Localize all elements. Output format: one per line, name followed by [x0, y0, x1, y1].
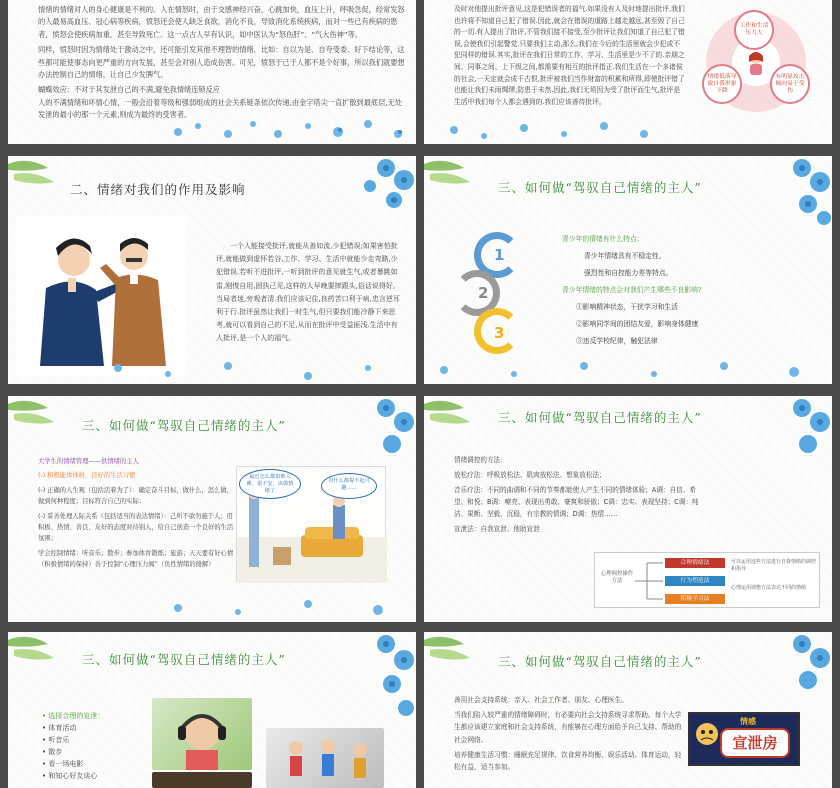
slide-3[interactable] — [8, 156, 416, 384]
list-item: • 看一场电影 — [42, 760, 84, 768]
blue-flower-decoration — [424, 352, 832, 384]
list-item-text: 散步 — [48, 748, 63, 756]
slide-6-title: 三、如何做“驾驭自己情绪的主人” — [498, 410, 702, 425]
slide-6-line-4: 宣泄法：自我宣泄、他助宣泄 — [454, 525, 540, 533]
slide-4[interactable] — [424, 156, 832, 384]
slide-1-para-1: 情绪的情绪对人的身心健康是不利的。人在情怒时，由于交感神经兴奋，心跳加快，血压上升，呼吸急促，经常发怒的人最易高血压、冠心病等疾病，愤怒还会使人缺乏食欲，消化不良，导致消化系统疾病，而对一些已有疾病的患者，愤怒会使疾病加重，甚至导致死亡。这一点古人早有认识，如中医认为“怒伤肝”、“气大伤神”等。 — [38, 5, 405, 39]
slide-4-title: 三、如何做“驾驭自己情绪的主人” — [498, 180, 702, 195]
list-item-text: 听音乐 — [48, 736, 70, 744]
blue-flower-cluster — [762, 632, 832, 702]
list-item: • 听音乐 — [42, 736, 70, 744]
blue-flower-cluster — [762, 156, 832, 232]
list-item-text: 和知心好友谈心 — [48, 772, 98, 780]
exercise-group-image — [266, 728, 384, 788]
diagram-right-label-2: 心理运用调整方法表达不同的情绪 — [731, 585, 807, 591]
exercise-photo — [266, 728, 384, 788]
sign-big-text: 宣泄房 — [720, 728, 790, 758]
slide-7[interactable] — [8, 632, 416, 788]
blue-flower-cluster — [346, 156, 416, 218]
question-1: 青少年的情绪有什么特点： — [562, 235, 644, 243]
slide-7-list — [42, 710, 152, 782]
leaf-decoration-top-left — [424, 156, 482, 196]
slide-5-line-3: (-) 正确的人生观（包括活着为了）：确定奋斗目标，做什么，怎么做，做到何种程度；目标符合自己的实际： — [38, 486, 233, 506]
slide-5-title: 三、如何做“驾驭自己情绪的主人” — [82, 418, 286, 433]
diagram-box-3: 积极学习法 — [665, 594, 725, 604]
headphones-photo — [152, 698, 252, 770]
diagram-right-label: 可以运用这些方法进行自我情绪的调控和指导 — [731, 559, 817, 572]
second-photo — [152, 772, 252, 788]
venn-diagram — [694, 6, 818, 116]
slide-1-body — [38, 4, 406, 122]
diagram-left-label: 心理调控操作方法 — [600, 571, 634, 584]
speech-bubble-2: 对什么都提不起兴趣…… — [321, 473, 377, 499]
slide-8-line-1: 善用社会支持系统：亲人、社会工作者、朋友、心理医生。 — [454, 696, 628, 704]
slide-1-para-3: 蝴蝶效应：不对于其发泄自己的不满,避免我情绪连锁反应 — [38, 85, 220, 95]
slide-3-title: 二、情绪对我们的作用及影响 — [70, 182, 246, 197]
slide-6[interactable] — [424, 396, 832, 622]
slide-6-body — [454, 454, 704, 535]
slide-8[interactable] — [424, 632, 832, 788]
slide-6-line-3: 音乐疗法：不同的曲调和不同的节奏都能使人产生不同的情绪体验；A调：自信、希望、和悦；B调：嘹亮、表现出勇敢、豪爽和骄傲；C调：忠实、表现坚持；C调：纯洁、果断、坚毅、沉稳，有宗教的情调；D调：热情…… — [454, 486, 699, 518]
criticism-illustration — [16, 216, 186, 376]
blue-flower-cluster — [346, 632, 416, 722]
venting-room-sign — [688, 712, 800, 766]
list-heading-text: 选择合理的宣泄： — [48, 712, 105, 720]
list-item-text: 看一场电影 — [48, 760, 84, 768]
slide-8-line-3: 培养健康生活习惯：睡眠充足规律、饮食营养均衡、娱乐活动、体育运动，轻松有益，适当参加。 — [454, 750, 682, 772]
slide-5-line-2: (-) 积极能体体格，良好的生活习惯 — [38, 472, 136, 480]
cartoon-face-icon — [692, 716, 722, 766]
slide-1-para-4: 人的不满情绪和坏情心情，一般会沿着等级和强弱组成的社会关系链条依次传递,由金字塔尖一直扩散到最底层,无处发泄的最小的那一个元素,则成为最终的受害者。 — [38, 97, 402, 120]
slide-5-line-5: 学会控制情绪：听音乐；散步；参加体育锻炼；旅游；天天要有好心情（积极情绪的保持）善于控制“心理压力阀”（负性情绪的排解） — [38, 549, 234, 569]
diagram-box-2: 行为塑造法 — [665, 576, 725, 586]
slide-2-body: 及时对他提出批评意见,这是犯错误者的福气.如果没有人及时地提出批评,我们也许将不知道自己犯了错误.因此,就会在错误的道路上越走越远,甚至毁了自己的一切.有人提出了批评,不管我们接不接受,至少批评让我们知道了自己犯了错误,会使我们引起警觉.只要我们主动,那么,我们在今后的生活里就会少犯或不犯同样的错误.其实,批评在我们日常的工作、学习、生活里是少不了的.亲朋之间、同事之间、上下级之间,都需要有相互的批评指正.我们生活在一个多诸侯的社会,一天定就会成千古恨,批评被我们当作财富的积累和所得,即使批评错了也能让我们未雨绸缪,防患于未然.因此,我们无须因为受了批评而生气,批评是生活中我们每个人都会遇到的.我们应该善待批评。 — [454, 5, 685, 106]
answer-2: 强烈性和自控能力差等特点。 — [584, 269, 673, 277]
list-item-text: 体育活动 — [48, 724, 77, 732]
slide-7-title: 三、如何做“驾驭自己情绪的主人” — [82, 652, 286, 667]
blue-flower-decoration — [158, 112, 416, 144]
answer-1: 青少年情绪具有不稳定性、 — [584, 252, 666, 260]
step-number-3: 3 — [494, 324, 505, 342]
blue-flower-cluster — [762, 396, 832, 466]
venn-top-circle: 工作和生活压力大 — [734, 10, 774, 50]
leaf-decoration-top-left — [8, 156, 66, 196]
method-diagram — [594, 552, 820, 608]
effect-2: ②影响同学间的团结友爱，影响身体健康 — [576, 320, 699, 328]
list-item: • 散步 — [42, 748, 63, 756]
slide-5-line-4: (-) 妥善处理人际关系（包括适当的表达情绪）：己所不欲勿施于人；用积极、热情、善良、友好的态度对待别人，给自己创造一个良好的生活氛围； — [38, 512, 234, 543]
step-number-1: 1 — [494, 246, 505, 264]
girl-figure-icon — [745, 50, 767, 76]
blue-flower-decoration — [108, 354, 408, 384]
slide-3-body: 一个人能接受批评,就能从善如流,少犯错误;如果害怕批评,就能做到虚怀若谷,工作、学习、生活中就能少走弯路,少犯错误.若听不进批评,一听到批评的意见就生气,或者暴跳如雷,刚愎自用,固执己见,这样的人早晚要摔跟头,俗话说得好,当局者迷,旁观者清.我们应该记住,良药苦口利于病,忠言逆耳利于行.批评虽然让我们一时生气,但只要我们能冷静下来思考,就可以看到自己的不足,从而在批评中受益匪浅.生活中有人批评,是一个人的福气。 — [216, 242, 400, 343]
list-heading: • 选择合理的宣泄： — [42, 712, 105, 720]
blue-flower-decoration — [158, 590, 416, 622]
list-item: • 体育活动 — [42, 724, 77, 732]
list-item: • 和知心好友谈心 — [42, 772, 98, 780]
blue-flower-cluster — [346, 396, 416, 466]
slide-5-body — [38, 456, 238, 571]
slide-8-line-2: 当我们陷入较严重的情绪障碍时，有必要向社会支持系统寻求帮助。每个大学生都应该建立家庭和社会支持系统，有能够在心理方面给予自己支持、帮助的社会网络。 — [454, 711, 682, 744]
leaf-decoration-top-left — [8, 632, 66, 672]
headphones-person-image — [152, 698, 252, 770]
slide-5[interactable] — [8, 396, 416, 622]
room-illustration — [236, 466, 386, 582]
blue-flower-decoration — [424, 112, 684, 144]
sign-small-text: 情感 — [740, 717, 756, 726]
leaf-decoration-top-left — [424, 396, 482, 436]
slide-2[interactable] — [424, 0, 832, 144]
slide-6-line-1: 情绪调控的方法： — [454, 456, 507, 464]
venn-left-circle: 情绪低落导致自我形象下降 — [702, 64, 742, 104]
leaf-decoration-top-left — [8, 396, 66, 436]
slide-8-title: 三、如何做“驾驭自己情绪的主人” — [498, 654, 702, 669]
leaf-decoration-top-left — [424, 632, 482, 672]
diagram-box-1: 合理情绪法 — [665, 558, 725, 568]
diagram-connectors — [635, 553, 665, 609]
venn-right-circle: 有明显攻击倾向易于受伤 — [770, 64, 810, 104]
slide-6-line-2: 放松疗法：呼吸放松法、肌肉放松法、想象放松法； — [454, 471, 606, 479]
slide-8-body — [454, 694, 686, 773]
slide-5-line-1: 大学生的情绪管理——供情绪的主人 — [38, 458, 139, 465]
effect-1: ①影响精神状态，干扰学习和生活 — [576, 303, 678, 311]
speech-bubble-1: 最近怎么都很难入睡，很不安，该做情绪了 — [239, 469, 301, 499]
question-2: 青少年情绪的特点会对我们产生哪些不良影响? — [562, 286, 702, 294]
slide-1[interactable] — [8, 0, 416, 144]
effect-3: ③违反学校纪律，触犯法律 — [576, 337, 658, 345]
step-number-2: 2 — [478, 284, 489, 302]
slide-1-para-2: 同样，愤怒时因为情绪处于激动之中，还可能引发其他不理智的情绪，比如：自以为是、自夸受委、好下结论等，这些都可能使事态向更严重的方向发展，甚至会对别人造成伤害。可见，愤怒于己于人都不是个好事，所以我们就要想办法控制自己的情绪，让自己少发脾气。 — [38, 45, 405, 80]
